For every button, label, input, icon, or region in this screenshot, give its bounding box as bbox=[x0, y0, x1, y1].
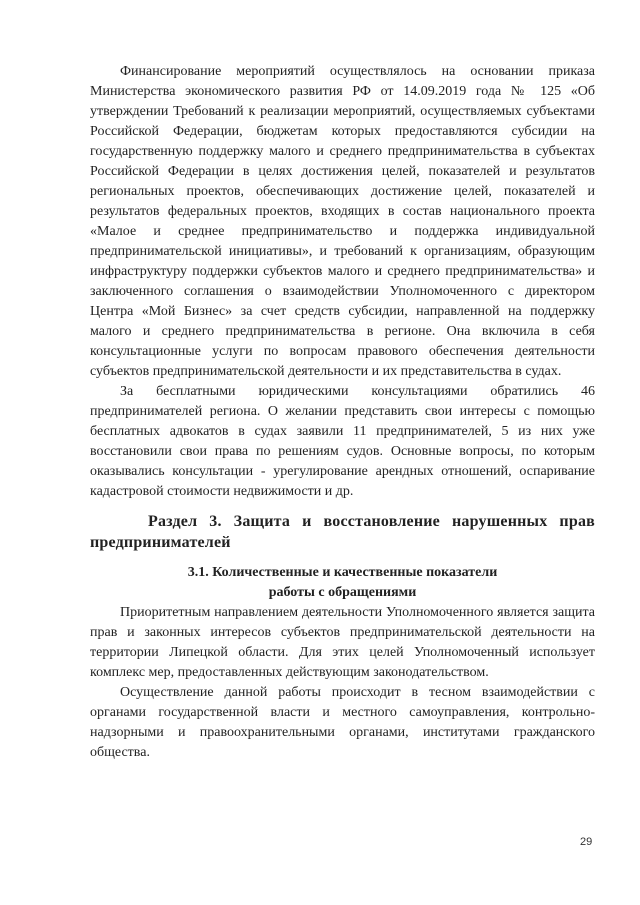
paragraph-financing: Финансирование мероприятий осуществлялось на основании приказа Министерства экономического развития РФ от 14.09.2019 года № 125 «Об утверждении Требований к реализации мероприятий, осуществляемых субъектами Российской Федерации, бюджетам которых предоставляются субсидии на государственную поддержку малого и среднего предпринимательства в субъектах Российской Федерации в целях достижения целей, показателей и результатов региональных проектов, обеспечивающих достижение целей, показателей и результатов федеральных проектов, входящих в состав национального проекта «Малое и среднее предпринимательство и поддержка индивидуальной предпринимательской инициативы», и требований к организациям, образующим инфраструктуру поддержки субъектов малого и среднего предпринимательства» и заключенного соглашения о взаимодействии Уполномоченного с директором Центра «Мой Бизнес» за счет средств субсидии, направленной на поддержку малого и среднего предпринимательства в регионе. Она включила в себя консультационные услуги по вопросам правового обеспечения деятельности субъектов предпринимательской деятельности и их представительства в судах. bbox=[90, 64, 595, 379]
paragraph-priority: Приоритетным направлением деятельности Уполномоченного является защита прав и законных интересов субъектов предпринимательской деятельности на территории Липецкой области. Для этих целей Уполномоченный использует комплекс мер, предоставленных действующим законодательством. bbox=[90, 605, 595, 680]
page-content bbox=[90, 62, 595, 763]
paragraph-cooperation: Осуществление данной работы происходит в тесном взаимодействии с органами государственной власти и местного самоуправления, контрольно-надзорными и правоохранительными органами, институтами гражданского общества. bbox=[90, 685, 595, 760]
subsection-title-line2: работы с обращениями bbox=[268, 585, 417, 600]
section-title: Раздел 3. Защита и восстановление нарушенных прав предпринимателей bbox=[90, 513, 595, 551]
paragraph-consultations: За бесплатными юридическими консультациями обратились 46 предпринимателей региона. О желании представить свои интересы с помощью бесплатных адвокатов в судах заявили 11 предпринимателей, 5 из них уже восстановили свои права по решениям судов. Основные вопросы, по которым оказывались консультации - урегулирование арендных отношений, оспаривание кадастровой стоимости недвижимости и др. bbox=[90, 384, 595, 499]
page-number: 29 bbox=[580, 836, 593, 848]
subsection-title-line1: 3.1. Количественные и качественные показатели bbox=[187, 565, 498, 580]
subsection-title bbox=[90, 563, 595, 603]
